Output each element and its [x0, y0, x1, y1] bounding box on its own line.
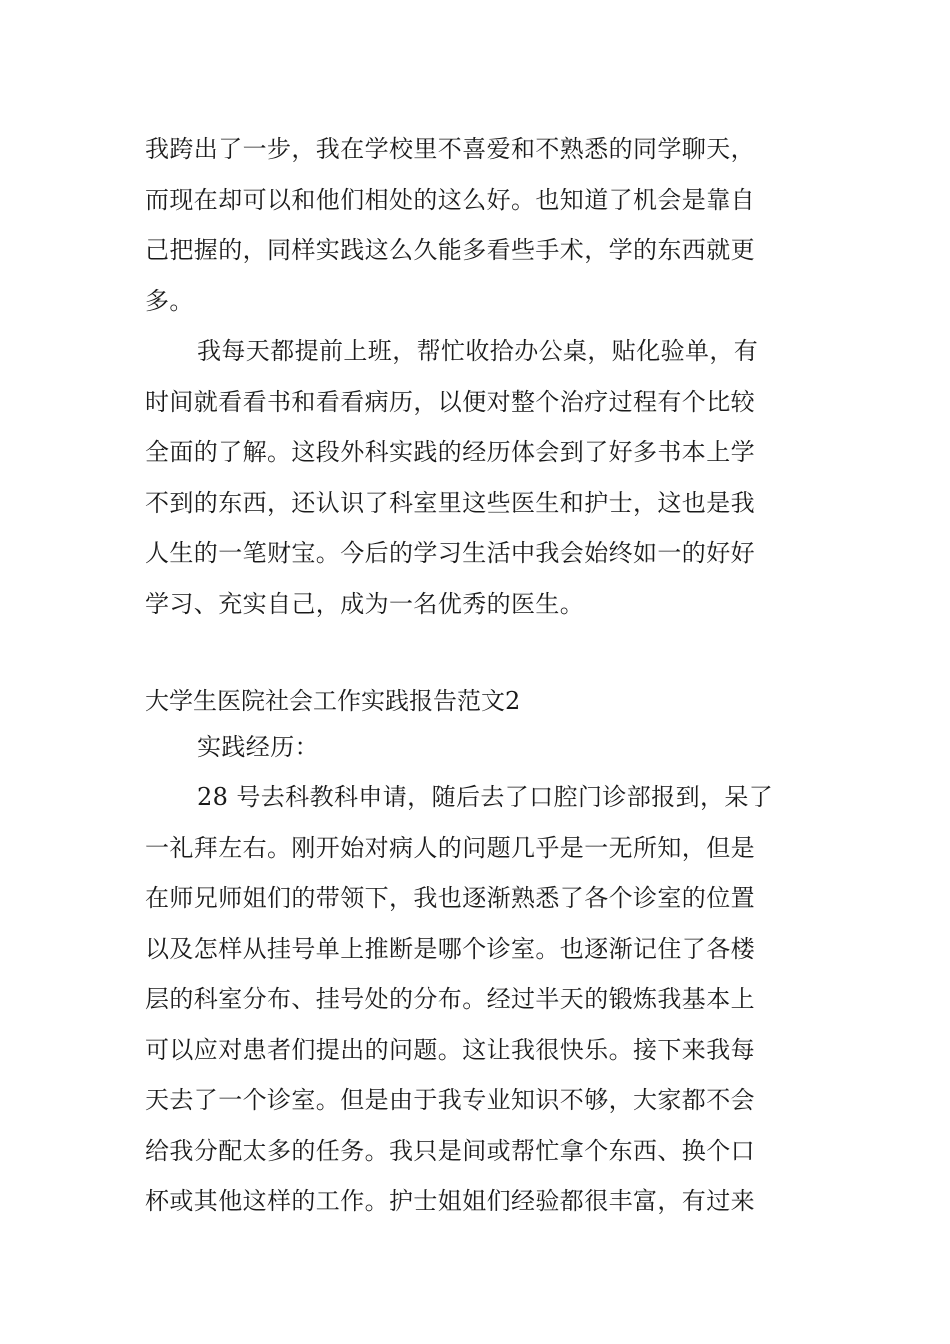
text-line: 一礼拜左右。刚开始对病人的问题几乎是一无所知，但是 [145, 833, 755, 862]
text-line: 多。 [145, 286, 194, 315]
paragraph-2 [145, 326, 809, 629]
text-line: 学习、充实自己，成为一名优秀的医生。 [145, 589, 585, 618]
text-line: 不到的东西，还认识了科室里这些医生和护士，这也是我 [145, 488, 755, 517]
text-line: 以及怎样从挂号单上推断是哪个诊室。也逐渐记住了各楼 [145, 934, 755, 963]
text-line: 可以应对患者们提出的问题。这让我很快乐。接下来我每 [145, 1035, 755, 1064]
text-line: 在师兄师姐们的带领下，我也逐渐熟悉了各个诊室的位置 [145, 884, 755, 912]
text-line: 人生的一笔财宝。今后的学习生活中我会始终如一的好好 [145, 539, 755, 567]
text-line: 杯或其他这样的工作。护士姐姐们经验都很丰富，有过来 [145, 1187, 755, 1215]
subheading-block [145, 722, 809, 773]
text-line: 己把握的，同样实践这么久能多看些手术，学的东西就更 [145, 236, 755, 264]
section-heading: 大学生医院社会工作实践报告范文2 [145, 687, 521, 715]
text-line: 我跨出了一步，我在学校里不喜爱和不熟悉的同学聊天， [145, 135, 755, 163]
text-line: 28 号去科教科申请，随后去了口腔门诊部报到，呆了 [197, 783, 774, 811]
paragraph-3 [145, 772, 809, 1227]
text-line: 而现在却可以和他们相处的这么好。也知道了机会是靠自 [145, 185, 755, 214]
text-line: 时间就看看书和看看病历，以便对整个治疗过程有个比较 [145, 387, 755, 416]
text-line: 全面的了解。这段外科实践的经历体会到了好多书本上学 [145, 438, 755, 466]
text-line: 给我分配太多的任务。我只是间或帮忙拿个东西、换个口 [145, 1136, 755, 1165]
text-line: 我每天都提前上班，帮忙收拾办公桌，贴化验单，有 [197, 337, 759, 365]
text-line: 层的科室分布、挂号处的分布。经过半天的锻炼我基本上 [145, 985, 755, 1013]
subheading: 实践经历： [197, 733, 319, 761]
paragraph-1 [145, 124, 809, 326]
text-line: 天去了一个诊室。但是由于我专业知识不够，大家都不会 [145, 1086, 755, 1114]
